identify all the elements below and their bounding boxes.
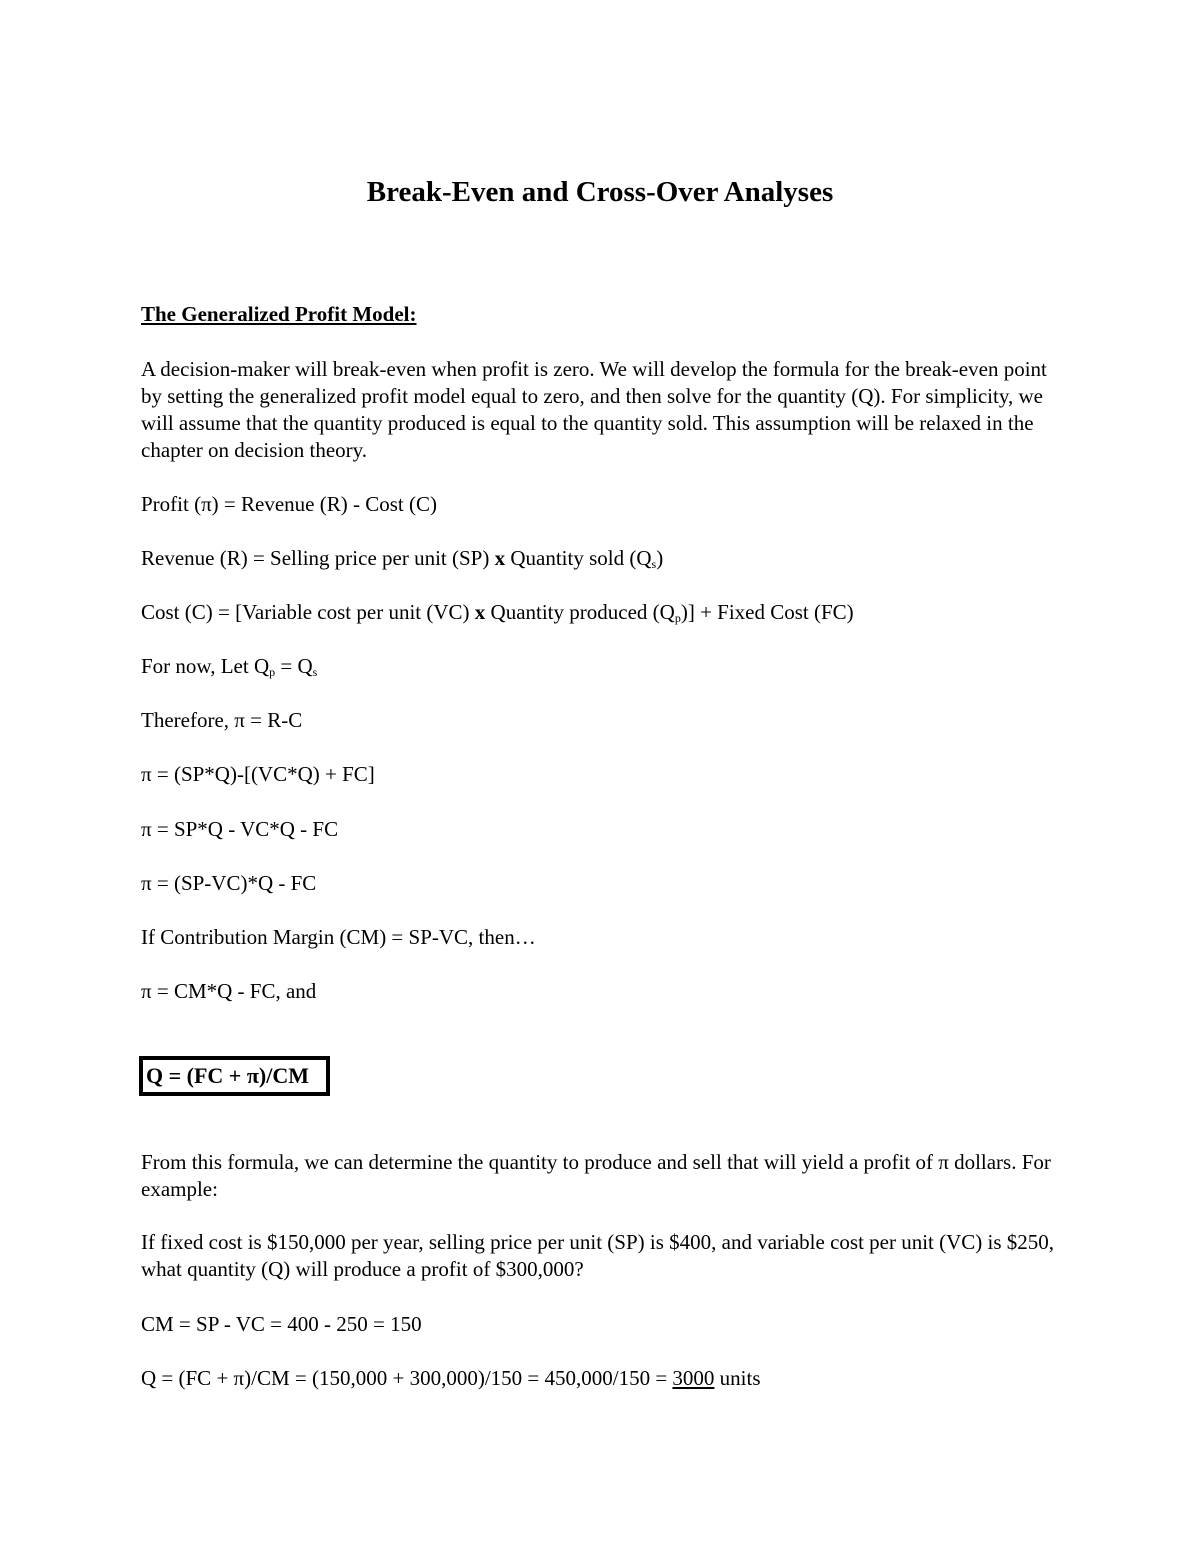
- section-heading: The Generalized Profit Model:: [141, 302, 417, 326]
- revenue-equation: Revenue (R) = Selling price per unit (SP) x Quantity sold $(Q_s)$: [141, 546, 664, 571]
- quantity-calculation: Q = (FC + π)/CM = (150,000 + 300,000)/150 = 450,000/150 = 3000 units: [141, 1366, 761, 1390]
- profit-step-1: π = (SP*Q)-[(VC*Q) + FC]: [141, 762, 375, 786]
- profit-step-4: π = CM*Q - FC, and: [141, 979, 317, 1003]
- profit-equation: Profit (π) = Revenue (R) - Cost (C): [141, 492, 437, 516]
- boxed-formula: Q = (FC + π)/CM: [139, 1056, 330, 1096]
- profit-step-3: π = (SP-VC)*Q - FC: [141, 871, 317, 895]
- contribution-margin-definition: If Contribution Margin (CM) = SP-VC, then…: [141, 925, 536, 949]
- therefore-equation: Therefore, π = R-C: [141, 708, 303, 732]
- quantity-assumption: For now, Let $Q_p = Q_s$: [141, 654, 318, 679]
- intro-paragraph: A decision-maker will break-even when profit is zero. We will develop the formula for the break-even point by setting the generalized profit model equal to zero, and then solve for the quantity (Q). For simplicity, we will assume that the quantity produced is equal to the quantity sold. This assumption will be relaxed in the chapter on decision theory.: [141, 357, 1047, 462]
- profit-step-2: π = SP*Q - VC*Q - FC: [141, 817, 339, 841]
- example-problem: If fixed cost is $150,000 per year, selling price per unit (SP) is $400, and variable cost per unit (VC) is $250, what quantity (Q) will produce a profit of $300,000?: [141, 1230, 1055, 1281]
- document-title: Break-Even and Cross-Over Analyses: [366, 176, 834, 208]
- cm-calculation: CM = SP - VC = 400 - 250 = 150: [141, 1312, 422, 1336]
- formula-explanation: From this formula, we can determine the quantity to produce and sell that will yield a profit of π dollars. For example:: [141, 1150, 1051, 1201]
- quantity-answer: 3000: [672, 1366, 715, 1390]
- cost-equation: Cost (C) = [Variable cost per unit (VC) x Quantity produced $(Q_p)$] + Fixed Cost (FC): [141, 600, 854, 625]
